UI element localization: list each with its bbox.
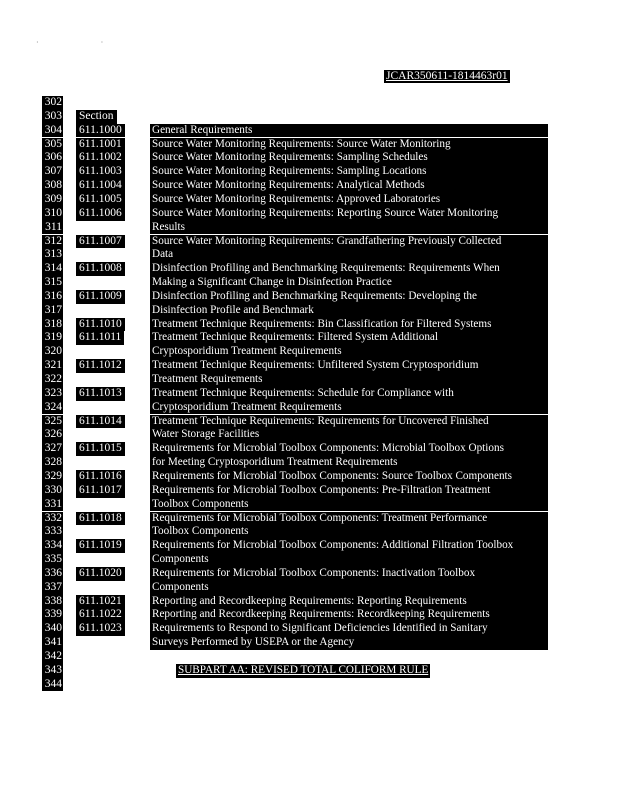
toc-line <box>0 262 618 276</box>
line-number: 329 <box>42 470 63 484</box>
toc-line <box>0 484 618 498</box>
section-number: Section <box>76 110 117 124</box>
line-number: 323 <box>42 387 63 401</box>
section-title: Components <box>150 553 548 567</box>
section-title: Toolbox Components <box>150 525 548 539</box>
section-number: 611.1020 <box>76 567 125 581</box>
toc-line <box>0 207 618 221</box>
section-title: Treatment Technique Requirements: Schedule for Compliance with <box>150 387 548 401</box>
toc-line <box>0 608 618 622</box>
section-number: 611.1007 <box>76 235 125 249</box>
line-number: 328 <box>42 456 63 470</box>
line-number: 336 <box>42 567 63 581</box>
line-number: 344 <box>42 678 63 692</box>
line-number: 316 <box>42 290 63 304</box>
line-number: 321 <box>42 359 63 373</box>
section-number: 611.1010 <box>76 318 125 332</box>
section-number: 611.1019 <box>76 539 125 553</box>
toc-line <box>0 248 618 262</box>
toc-line <box>0 525 618 539</box>
line-number: 309 <box>42 193 63 207</box>
section-title: Requirements for Microbial Toolbox Components: Inactivation Toolbox <box>150 567 548 581</box>
line-number: 313 <box>42 248 63 262</box>
section-title: Surveys Performed by USEPA or the Agency <box>150 636 548 650</box>
toc-line <box>0 318 618 332</box>
line-number: 324 <box>42 401 63 415</box>
section-number: 611.1023 <box>76 622 125 636</box>
section-title: Disinfection Profile and Benchmark <box>150 304 548 318</box>
toc-line <box>0 96 618 110</box>
section-title: Treatment Technique Requirements: Bin Classification for Filtered Systems <box>150 318 548 332</box>
section-number: 611.1013 <box>76 387 125 401</box>
toc-line <box>0 442 618 456</box>
section-title: Treatment Technique Requirements: Requirements for Uncovered Finished <box>150 415 548 429</box>
section-title: Components <box>150 581 548 595</box>
toc-line <box>0 151 618 165</box>
section-number: 611.1009 <box>76 290 125 304</box>
section-title: General Requirements <box>150 124 548 138</box>
section-title: Requirements for Microbial Toolbox Components: Source Toolbox Components <box>150 470 548 484</box>
section-title: Cryptosporidium Treatment Requirements <box>150 345 548 359</box>
section-title: Source Water Monitoring Requirements: Analytical Methods <box>150 179 548 193</box>
section-title: for Meeting Cryptosporidium Treatment Requirements <box>150 456 548 470</box>
toc-line <box>0 650 618 664</box>
scan-specks: · · <box>36 38 134 47</box>
line-number: 318 <box>42 318 63 332</box>
section-number: 611.1021 <box>76 595 125 609</box>
line-number: 308 <box>42 179 63 193</box>
line-number: 341 <box>42 636 63 650</box>
toc-line <box>0 539 618 553</box>
line-number: 322 <box>42 373 63 387</box>
section-number: 611.1022 <box>76 608 125 622</box>
toc-line <box>0 428 618 442</box>
line-number: 332 <box>42 512 63 526</box>
section-title: Source Water Monitoring Requirements: Source Water Monitoring <box>150 138 548 152</box>
line-number: 334 <box>42 539 63 553</box>
line-number: 310 <box>42 207 63 221</box>
section-title: Results <box>150 221 548 235</box>
line-number: 306 <box>42 151 63 165</box>
section-title: Data <box>150 248 548 262</box>
line-number: 304 <box>42 124 63 138</box>
section-title: Source Water Monitoring Requirements: Approved Laboratories <box>150 193 548 207</box>
section-title: Disinfection Profiling and Benchmarking Requirements: Developing the <box>150 290 548 304</box>
section-title: Water Storage Facilities <box>150 428 548 442</box>
toc-line <box>0 553 618 567</box>
toc-line <box>0 415 618 429</box>
line-number: 330 <box>42 484 63 498</box>
section-title: Requirements to Respond to Significant Deficiencies Identified in Sanitary <box>150 622 548 636</box>
section-title: Disinfection Profiling and Benchmarking Requirements: Requirements When <box>150 262 548 276</box>
line-number: 311 <box>42 221 63 235</box>
line-number: 314 <box>42 262 63 276</box>
line-number: 325 <box>42 415 63 429</box>
toc-line <box>0 331 618 345</box>
section-title: Requirements for Microbial Toolbox Components: Pre-Filtration Treatment <box>150 484 548 498</box>
subpart-heading: SUBPART AA: REVISED TOTAL COLIFORM RULE <box>178 663 429 676</box>
toc-line <box>0 456 618 470</box>
line-number: 320 <box>42 345 63 359</box>
line-number: 326 <box>42 428 63 442</box>
toc-line <box>0 636 618 650</box>
toc-line <box>0 581 618 595</box>
section-title: Requirements for Microbial Toolbox Components: Additional Filtration Toolbox <box>150 539 548 553</box>
toc-line <box>0 165 618 179</box>
line-number: 319 <box>42 331 63 345</box>
line-number: 331 <box>42 498 63 512</box>
line-number: 339 <box>42 608 63 622</box>
toc-line <box>0 345 618 359</box>
line-number: 303 <box>42 110 63 124</box>
toc-line <box>0 470 618 484</box>
section-number: 611.1014 <box>76 415 125 429</box>
section-title: Making a Significant Change in Disinfection Practice <box>150 276 548 290</box>
line-number: 333 <box>42 525 63 539</box>
section-number: 611.1011 <box>76 331 124 345</box>
section-number: 611.1008 <box>76 262 125 276</box>
section-number: 611.1001 <box>76 138 125 152</box>
toc-line <box>0 138 618 152</box>
section-title: Reporting and Recordkeeping Requirements: Reporting Requirements <box>150 595 548 609</box>
section-number: 611.1003 <box>76 165 125 179</box>
section-title: Source Water Monitoring Requirements: Sampling Locations <box>150 165 548 179</box>
line-number: 340 <box>42 622 63 636</box>
section-number: 611.1016 <box>76 470 125 484</box>
toc-line <box>0 595 618 609</box>
toc-line <box>0 664 618 678</box>
toc-line <box>0 221 618 235</box>
line-number: 327 <box>42 442 63 456</box>
section-title: Source Water Monitoring Requirements: Reporting Source Water Monitoring <box>150 207 548 221</box>
section-number: 611.1015 <box>76 442 125 456</box>
section-title: Source Water Monitoring Requirements: Sampling Schedules <box>150 151 548 165</box>
section-title: Toolbox Components <box>150 498 548 512</box>
line-number: 342 <box>42 650 63 664</box>
line-number: 315 <box>42 276 63 290</box>
toc-line <box>0 276 618 290</box>
section-title: Treatment Technique Requirements: Unfiltered System Cryptosporidium <box>150 359 548 373</box>
toc-line <box>0 110 618 124</box>
toc-line <box>0 401 618 415</box>
section-number: 611.1002 <box>76 151 125 165</box>
line-number: 307 <box>42 165 63 179</box>
toc-line <box>0 622 618 636</box>
section-title: Reporting and Recordkeeping Requirements: Recordkeeping Requirements <box>150 608 548 622</box>
toc-line <box>0 567 618 581</box>
toc-line <box>0 678 618 692</box>
line-number: 335 <box>42 553 63 567</box>
section-title: Requirements for Microbial Toolbox Components: Microbial Toolbox Options <box>150 442 548 456</box>
toc-line <box>0 387 618 401</box>
section-number: 611.1005 <box>76 193 125 207</box>
toc-line <box>0 179 618 193</box>
line-number: 338 <box>42 595 63 609</box>
section-number: 611.1004 <box>76 179 125 193</box>
line-number: 305 <box>42 138 63 152</box>
toc-line <box>0 124 618 138</box>
section-title: Requirements for Microbial Toolbox Components: Treatment Performance <box>150 512 548 526</box>
toc-line <box>0 193 618 207</box>
toc-line <box>0 304 618 318</box>
section-number: 611.1018 <box>76 512 125 526</box>
line-number: 312 <box>42 235 63 249</box>
section-number: 611.1000 <box>76 124 125 138</box>
section-title: Treatment Technique Requirements: Filtered System Additional <box>150 331 548 345</box>
section-number: 611.1012 <box>76 359 125 373</box>
toc-line <box>0 512 618 526</box>
toc-line <box>0 373 618 387</box>
section-number: 611.1006 <box>76 207 125 221</box>
section-title: Cryptosporidium Treatment Requirements <box>150 401 548 415</box>
toc-line <box>0 290 618 304</box>
section-number: 611.1017 <box>76 484 125 498</box>
section-title: Treatment Requirements <box>150 373 548 387</box>
line-number: 302 <box>42 96 63 110</box>
section-title: Source Water Monitoring Requirements: Grandfathering Previously Collected <box>150 235 548 249</box>
line-number: 317 <box>42 304 63 318</box>
line-number: 337 <box>42 581 63 595</box>
toc-line <box>0 235 618 249</box>
toc-line <box>0 498 618 512</box>
document-id: JCAR350611-1814463r01 <box>386 70 508 82</box>
toc-line <box>0 359 618 373</box>
line-number: 343 <box>42 664 63 678</box>
